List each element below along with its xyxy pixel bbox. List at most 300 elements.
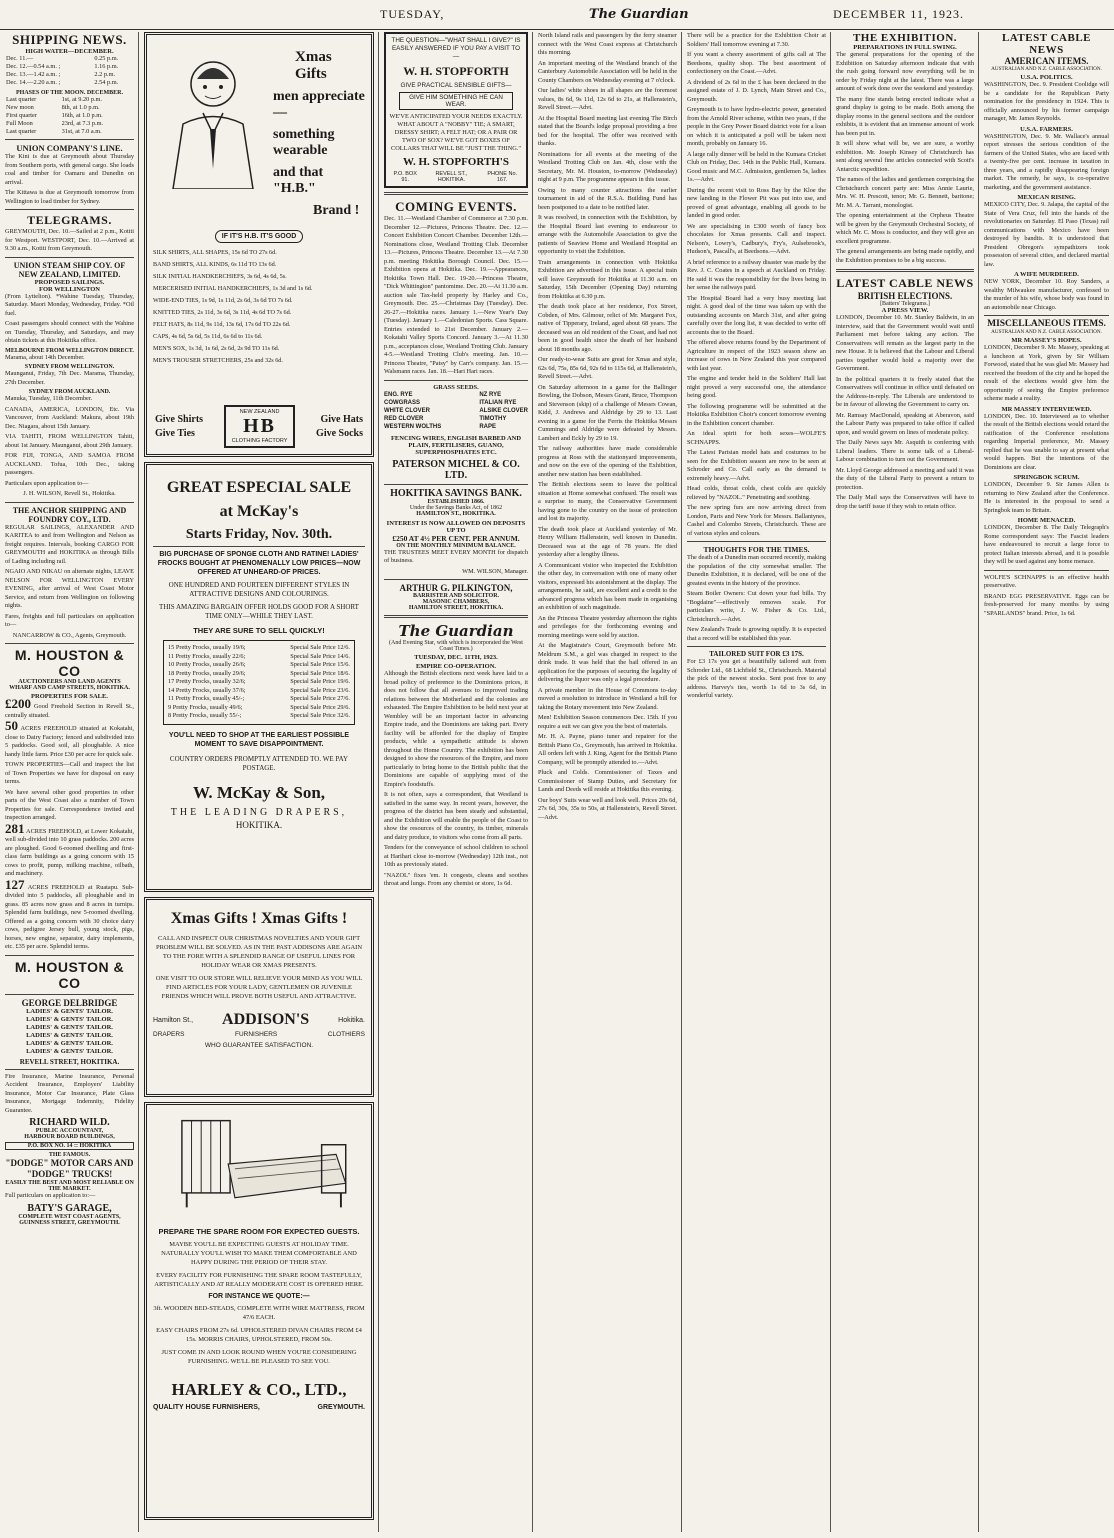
cable-paragraph: LONDON, Dec. 10. Interviewed as to whether the result of the British elections would retard the ratification of the Conference resolutions regarding Imperial preference, Mr. Massey replied that he was unable to say at present what would happen. But the intentions of the Dominions are clear. xyxy=(984,412,1109,471)
anchor-text3: Fares, freights and full particulars on application to— xyxy=(5,612,134,628)
list-item: LADIES' & GENTS' TAILOR. xyxy=(26,1007,113,1015)
sale-price: Special Sale Price 18/6. xyxy=(290,669,350,677)
wellington-text2: Coast passengers should connect with the Wahine on Tuesday, Thursday, and Saturdays, and may obtain tickets at this Hokitika office. xyxy=(5,320,134,344)
property-text: We have several other good properties in other parts of the West Coast also a number of Town Properties for sale. Correspondence invited and inspection arranged. xyxy=(5,788,134,821)
mckay-town: HOKITIKA. xyxy=(235,819,283,830)
guardian-title: The Guardian xyxy=(398,622,514,640)
anchor-text: REGULAR SAILINGS, ALEXANDER AND KARITEA to and from Wellington and Nelson as freight requires. Intervals, booking CARGO FOR GREYMOUTH and HOKITIKA as through Bills of Lading including rail. xyxy=(5,523,134,565)
bedstead-illustration xyxy=(153,1109,365,1219)
news-paragraph: Mr. H. A. Payne, piano tuner and repairer for the British Piano Co., Greymouth, has arrived in Hokitika. All orders left with J. King, Agent for the British Piano Company, will be promptly attended to.—Advt. xyxy=(538,733,677,766)
spare-instance: FOR INSTANCE WE QUOTE:— xyxy=(208,1293,310,1300)
moon-phase: First quarter xyxy=(6,112,37,119)
column-rule xyxy=(532,32,533,1532)
xmas2-title: Xmas Gifts ! Xmas Gifts ! xyxy=(170,910,348,927)
spare-chairs: EASY CHAIRS FROM 27s 6d. UPHOLSTERED DIVAN CHAIRS FROM £4 15s. MORRIS CHAIRS, UPHOLSTERED, FROM 50s. xyxy=(156,1327,362,1343)
fiji-text: FOR FIJI, TONGA, AND SAMOA FROM AUCKLAND. Tofua, 10th Dec., taking passengers. xyxy=(5,452,134,476)
baty-title: BATY'S GARAGE, xyxy=(27,1202,112,1214)
news-paragraph: The general preparations for the opening of the Exhibition on Saturday afternoon indicate that with the rush going forward now everything will be in order by Friday night at the latest. There was a large amount of work done over the weekend and yesterday. xyxy=(836,51,974,92)
news-paragraph: At the Magistrate's Court, Greymouth before Mr. Meldrum S.M., a girl was charged in respect to the drink trade. It was held that the bail offered in an application for the purposes of securing the legality of delivering the liquor was only a legal procedure. xyxy=(538,642,677,683)
table-row xyxy=(5,79,134,87)
cable-paragraph: Mr. Ramsay MacDonald, speaking at Aberavon, said the Labour Party was prepared to take office if called upon, and would govern on lines of moderate policy. xyxy=(836,411,974,436)
home-menaced: HOME MENACED. xyxy=(1017,517,1076,524)
table-row xyxy=(5,96,134,104)
wild-subtitle: PUBLIC ACCOUNTANT, xyxy=(35,1128,104,1134)
usual-price: 14 Pretty Frocks, usually 37/6; xyxy=(168,686,246,694)
bank-subtitle: Under the Savings Banks Act, of 1862 xyxy=(409,504,503,511)
sale-starts: Starts Friday, Nov. 30th. xyxy=(185,527,333,542)
sale-count: ONE HUNDRED AND FOURTEEN DIFFERENT STYLES IN ATTRACTIVE DESIGNS AND COLOURINGS. xyxy=(168,581,350,598)
bank-established: ESTABLISHED 1866. xyxy=(427,498,485,505)
property-text: ACRES FREEHOLD, at Lower Kokatahi, well sub-divided into 10 grass paddocks. 200 acres are ploughed. Good 6-roomed dwelling and first-class farm buildings as a going concern with 15 cows to profit, pump, milking machine, oilbath, and machinery. xyxy=(5,827,134,877)
tide-time: 0.25 p.m. xyxy=(94,55,119,62)
tailored-title: TAILORED SUIT FOR £3 17S. xyxy=(709,650,804,658)
sale-price: Special Sale Price 29/6. xyxy=(290,703,350,711)
spare-look: JUST COME IN AND LOOK ROUND WHEN YOU'RE CONSIDERING FURNISHING. WE'LL BE PLEASED TO SEE YOU. xyxy=(161,1349,357,1365)
cable-paragraph: WASHINGTON, Dec. 9. President Coolidge will be a candidate for the Republican Party nomination for the presidency in 1924. This is officially announced by his former campaign manager, Mr. James Reynolds. xyxy=(984,81,1109,122)
cable-paragraph: The Daily News says Mr. Asquith is conferring with Liberal leaders. There is some talk of a Liberal-Labour combination to turn out the Government. xyxy=(836,439,974,463)
sale-price: Special Sale Price 23/6. xyxy=(290,686,350,694)
agent-text: J. H. WILSON, Revell St., Hokitika. xyxy=(23,490,116,497)
news-paragraph: Owing to many counter attractions the earlier tournament in aid of the R.S.A. Building Fund has been postponed to a date to be notified later. xyxy=(538,186,677,211)
usual-price: 8 Pretty Frocks, usually 55/-; xyxy=(168,712,242,719)
bank-manager: WM. WILSON, Manager. xyxy=(462,567,528,575)
sale-at: at McKay's xyxy=(219,503,299,520)
table-row xyxy=(168,661,350,670)
hb-logo xyxy=(224,405,296,448)
cable-paragraph: LONDON, December 9. Sir James Allen is returning to New Zealand after the Conference. He is interested in the proposal to send a Springbok team to Britain. xyxy=(984,481,1109,514)
cable-paragraph: The Daily Mail says the Conservatives will have to drop the tariff issue if they wish to retain office. xyxy=(836,494,974,510)
fencing-text: FENCING WIRES, ENGLISH BARBED AND PLAIN, FERTILISERS, GUANO, SUPERPHOSPHATES ETC. xyxy=(390,434,522,456)
table-row xyxy=(168,678,350,687)
mckay-name: W. McKay & Son, xyxy=(192,782,326,802)
sale-price: Special Sale Price 32/6. xyxy=(290,712,350,719)
xmas2-text2: ONE VISIT TO OUR STORE WILL RELIEVE YOUR MIND AS YOU WILL FIND ARTICLES FOR YOUR LADY, GENTLEMEN OR JUVENILE FRIENDS WHICH WILL PROVE BOTH USEFUL AND ATTRACTIVE. xyxy=(155,975,363,1000)
exhibition-title: THE EXHIBITION. xyxy=(852,32,958,44)
houston-title-2: M. HOUSTON & CO xyxy=(14,958,125,991)
table-row xyxy=(5,55,134,63)
news-paragraph: The British elections seem to leave the political situation at Home somewhat confused. The result was a surprise to many, the Conservative Government having gone to the country on the issue of protection and lost its majority. xyxy=(538,481,677,522)
xmas2-text: CALL AND INSPECT OUR CHRISTMAS NOVELTIES AND YOUR GIFT PROBLEM WILL BE SOLVED. AS IN THE PAST ADDISONS ARE AGAIN TO THE FORE WITH A SPLENDID RANGE OF USEFUL LINES FOR HOLIDAY WEAR OR XMAS PRESENTS. xyxy=(155,935,363,969)
news-paragraph: We are specialising in £300 worth of fancy box chocolates for Xmas presents. Call and inspect. Nelson's, Lowry's, Cadbury's, Fry's, Aulsebrook's, Hudson's, Pascall's, at Beedsons.—Advt. xyxy=(687,222,826,255)
thoughts-title: THOUGHTS FOR THE TIMES. xyxy=(703,545,810,554)
sailings-heading: PROPOSED SAILINGS. xyxy=(34,278,105,286)
news-paragraph: The new spring furs are now arriving direct from London, Paris and New York for Messrs. Ballantynes, Cashel and Colombo Streets, Christchurch. These are of various styles and colours. xyxy=(687,504,826,537)
american-items: AMERICAN ITEMS. xyxy=(1004,56,1089,66)
table-row xyxy=(168,653,350,662)
cable-news-title: LATEST CABLE NEWS xyxy=(836,276,974,290)
masthead-paper-title: The Guardian xyxy=(588,7,689,22)
column-rule xyxy=(138,32,139,1532)
houston-subtitle: AUCTIONEERS AND LAND AGENTS xyxy=(18,679,121,685)
news-paragraph: The death took place at Auckland yesterday of Mr. Henry William Hallenstein, well known in Dunedin. Deceased was at the age of 78 years. He died yesterday after a lengthy illness. xyxy=(538,525,677,558)
property-text: ACRES FREEHOLD situated at Kokatahi, close to Dairy Factory; fenced and subdivided into 5 paddocks. Good soil, all ploughable. A nice handy little farm. Price £30 per acre for quick sale. xyxy=(5,725,134,758)
table-row xyxy=(5,71,134,79)
news-paragraph: The engine and tender held in the Soldiers' Hall last night proved a very successful one, the attendance being good. xyxy=(687,375,826,399)
delbridge-address: REVELL STREET, HOKITIKA. xyxy=(19,1057,120,1066)
and-that: and that "H.B." xyxy=(273,165,324,196)
property-price: 50 xyxy=(5,718,18,733)
cable-paragraph: LONDON, December 8. The Daily Telegraph's Rome correspondent says: The Fascist leaders have endeavoured to recruit a large force to protect Italian interests abroad, and it is possible they will be used against any home menace. xyxy=(984,524,1109,565)
stopforth-give: GIVE PRACTICAL SENSIBLE GIFTS— xyxy=(400,82,512,89)
news-paragraph: The death took place at her residence, Fox Street, Cobden, of Mrs. Gilmour, relict of Mr. Margaret Fox, native of Tipperary, Ireland, aged about 68 years. The deceased was an old resident of the Coast, and had not been in good health since the death of her husband about 18 months ago. xyxy=(538,303,677,353)
cable-news-subtitle: BRITISH ELECTIONS. xyxy=(857,291,953,301)
mckay-subtitle: THE LEADING DRAPERS, xyxy=(170,806,348,818)
news-paragraph: On Saturday afternoon in a game for the Ballinger Bowling, the Dobson, Messrs Grant, Bruce, Thompson and Stevenson (skip) of a challenge of Messrs Cowan, Kidd, J. Andrews and Aldridge by 29 to 13. Last evening in a game for the Ferris the Hokitika Messrs Cummings and Aldridge were defeated by Messrs. Lambert and Eckly by 29 to 19. xyxy=(538,383,677,442)
list-item: LADIES' & GENTS' TAILOR. xyxy=(26,1031,113,1039)
masthead xyxy=(0,0,1114,30)
delbridge-title: GEORGE DELBRIDGE xyxy=(21,997,118,1008)
dodge-title: "DODGE" MOTOR CARS AND "DODGE" TRUCKS! xyxy=(5,1158,134,1179)
dodge-particulars: Full particulars on application to:— xyxy=(5,1192,96,1199)
news-paragraph: The Latest Parisian model hats and costumes to be seen for the Exhibition season are now to be seen at Schroder and Co. Call early as the demand is extremely heavy.—Advt. xyxy=(687,449,826,482)
misc-items-title: MISCELLANEOUS ITEMS. xyxy=(987,319,1106,329)
news-paragraph: Our ready-to-wear Suits are great for Xmas and style, 62s 6d, 75s, 85s 6d, 92s 6d to 115s 6d, at Hallenstein's, Revell Street.—Advt. xyxy=(538,356,677,380)
list-item: MEN'S TROUSER STRETCHERS, 25s and 32s 6d. xyxy=(153,357,283,364)
addison-drapers: DRAPERS xyxy=(153,1031,185,1038)
baty-subtitle: COMPLETE WEST COAST AGENTS, xyxy=(18,1213,121,1220)
news-paragraph: Men! Exhibition Season commences Dec. 15th. If you require a suit we can give you the best of materials. xyxy=(538,714,677,730)
spare-title: PREPARE THE SPARE ROOM FOR EXPECTED GUESTS. xyxy=(158,1227,360,1236)
cable-paragraph: In the political quarters it is freely stated that the Conservatives will continue in office until defeated on the Address-in-reply. The Liberals are understood to be in favour of allowing the Government to carry on. xyxy=(836,375,974,408)
stopforth-give2: GIVE HIM SOMETHING HE CAN WEAR. xyxy=(399,92,513,110)
wild-address: HARBOUR BOARD BUILDINGS, xyxy=(24,1134,115,1140)
anchor-title: THE ANCHOR SHIPPING AND FOUNDRY COY., LTD. xyxy=(12,505,127,524)
news-paragraph: Nominations for all events at the meeting of the Westland Trotting Club on Jan. 4th, close with the Secretary, Mr. M. Houston, to-morrow (Wednesday) night at 9 p.m. The programme appears in this issue. xyxy=(538,150,677,183)
exhibition-subtitle: PREPARATIONS IN FULL SWING. xyxy=(853,44,957,51)
empire-text2: It is not often, says a correspondent, that Westland is satisfied in the same way. In recent years, however, the progress of the district has been steady and substantial, and the Exhibition will enable the people of the Coast to show the resources of the country, its timber, minerals and dairy produce, to visitors who come from all parts. xyxy=(384,791,528,841)
union-title: UNION COMPANY'S LINE. xyxy=(16,143,123,153)
empire-title: EMPIRE CO-OPERATION. xyxy=(415,663,497,670)
column-events xyxy=(381,32,531,1536)
sale-sure: THEY ARE SURE TO SELL QUICKLY! xyxy=(193,626,325,635)
tide-time: 2.2 p.m. xyxy=(94,71,116,78)
cable-paragraph: Mr. Lloyd George addressed a meeting and said it was the duty of the Liberal Party to prevent a return to protection. xyxy=(836,466,974,491)
table-row xyxy=(168,644,350,653)
news-paragraph: Pluck and Colds. Commissioner of Taxes and Commissioner of Stamp Duties, and Secretary for Lands and Deeds will reside at Hokitika this evening. xyxy=(538,769,677,793)
hb-brand-ad xyxy=(144,32,374,457)
us-farmers: U.S.A. FARMERS. xyxy=(1020,125,1073,133)
news-paragraph: Greymouth is to have hydro-electric power, generated from the Arnold River scheme, within two years, if the people in the Grey Power Board district vote for a loan on which it is anticipated a poll will be taken next month, probably on January 16. xyxy=(687,106,826,147)
property-price: 281 xyxy=(5,820,25,836)
usual-price: 17 Pretty Frocks, usually 32/6; xyxy=(168,678,246,685)
addison-town: Hokitika. xyxy=(338,1016,365,1024)
hb-price-list xyxy=(153,247,365,367)
masthead-date: DECEMBER 11, 1923. xyxy=(833,7,964,21)
sale-price: Special Sale Price 15/6. xyxy=(290,661,350,668)
tide-day: Dec. 11.— xyxy=(6,55,34,62)
table-row xyxy=(168,712,350,721)
sale-price: Special Sale Price 19/6. xyxy=(290,678,350,685)
guardian-subtitle: (And Evening Star, with which is incorporated the West Coast Times.) xyxy=(389,640,523,652)
stopforth-question: THE QUESTION—"WHAT SHALL I GIVE?" IS EASILY ANSWERED IF YOU PAY A VISIT TO— xyxy=(391,37,521,60)
news-paragraph: During the recent visit to Ross Bay by the Kloe the new landing in the Flower Pit was put into use, and proved of great advantage, enabling all goods to be landed in good order. xyxy=(687,186,826,219)
property-price: 127 xyxy=(5,876,25,892)
news-paragraph: North Island rails and passengers by the ferry steamer connect with the West Coast express at Christchurch this morning. xyxy=(538,32,677,56)
stopforth-ad xyxy=(384,32,528,188)
addison-furnishers: FURNISHERS xyxy=(234,1031,278,1038)
melbourne-heading: MELBOURNE FROM WELLINGTON DIRECT. xyxy=(5,347,134,354)
list-item: KNITTED TIES, 2s 11d, 3s 6d, 3s 11d, 4s 6d TO 7s 6d. xyxy=(153,309,292,316)
coming-events-title: COMING EVENTS. xyxy=(395,199,517,214)
table-row xyxy=(168,695,350,704)
baty-address: GUINNESS STREET, GREYMOUTH. xyxy=(19,1219,120,1226)
property-text: TOWN PROPERTIES—Call and inspect the list of Town Properties we have for disposal on easy terms. xyxy=(5,761,134,785)
stopforth-phone: PHONE No. 167. xyxy=(487,171,518,183)
sydney-auckland-heading: SYDNEY FROM AUCKLAND. xyxy=(28,389,111,395)
spare-text2: EVERY FACILITY FOR FURNISHING THE SPARE ROOM TASTEFULLY, ARTISTICALLY AND AT REALLY MODERATE COST IS OFFERED HERE. xyxy=(154,1272,364,1288)
tide-time: 1.16 p.m. xyxy=(94,63,119,70)
bank-interest: INTEREST IS NOW ALLOWED ON DEPOSITS UP TO xyxy=(386,519,526,534)
bank-title: HOKITIKA SAVINGS BANK. xyxy=(390,487,522,499)
list-item: WIDE-END TIES, 1s 9d, 1s 11d, 2s 6d, 3s 6d TO 7s 6d. xyxy=(153,297,293,304)
moon-table xyxy=(5,96,134,136)
news-paragraph: New Zealand's Trade is growing rapidly. It is expected that a record will be established this year. xyxy=(687,626,826,642)
column-exhibition xyxy=(833,32,977,1536)
table-row xyxy=(168,670,350,679)
coming-events-text: Dec. 11.—Westland Chamber of Commerce at 7.30 p.m. December 12.—Pictures, Princess Theatre. Dec. 12.—Concert Exhibition Concert Chamber. December 12th.—Nominations close, Westland Trotting Club. December 13.—Pictures, Princess Theatre. December 13.—At 7.30 p.m. meeting Hokitika Borough Council. Dec. 15.—Exhibition opens at Hokitika. Dec. 19.—Appearances, Hokitika Town Hall. Dec. 19-20.—Princess Theatre, "Dick Whittington" pantomime. Dec. 20.—At 11.30 a.m. auction sale Tax-held property by Harley and Co., Greymouth. Dec. 25.—Christmas Day (Tuesday). Dec. 26-27.—Hokitika races. January 1.—New Year's Day (Tuesday). January 1.—Caledonian Sports. Cass Square. Entries extended to 21st December. January 2.—Kokatahi Valley Sports Concord. January 3.—At 11.30 p.m., acceptances close, Westland Trotting Club. January 4-5.—Westland Trotting Club's meeting. Jan. 10.—Princess Theatre, "Patsy" by Carr's company. Jan. 15.—Walsmann races. Jan. 18.—Hari Hari races. xyxy=(384,215,529,375)
massey-hopes: MR MASSEY'S HOPES. xyxy=(1011,337,1082,344)
particulars-text: Particulars upon application to— xyxy=(5,479,89,487)
brand-egg-text: BRAND EGG PRESERVATIVE. Eggs can be fresh-preserved for many months by using "SPARLANDS" brand. Price, 1s 6d. xyxy=(984,592,1109,617)
news-paragraph: If you want a cheery assortment of gifts call at The Beedsons, quality shop. The best assortment of confectionery on the Coast.—Advt. xyxy=(687,51,826,75)
bank-address: HAMILTON ST., HOKITIKA. xyxy=(416,510,496,517)
wellington-text: (From Lyttelton). *Wahine Tuesday, Thursday, Saturday. Maori Monday, Wednesday, Friday. *Oil fuel. xyxy=(5,292,134,317)
harley-town: GREYMOUTH. xyxy=(317,1404,365,1411)
harley-name: HARLEY & CO., LTD., xyxy=(171,1380,347,1399)
list-item: CAPS, 4s 6d, 5s 6d, 5s 11d, 6s 6d to 11s 6d. xyxy=(153,333,263,340)
addison-street: Hamilton St., xyxy=(153,1016,194,1024)
anchor-agent: NANCARROW & CO., Agents, Greymouth. xyxy=(12,631,127,639)
column-rule xyxy=(830,32,831,1532)
sydney-wellington-text: Maunganui, Friday, 7th Dec. Marama, Thursday, 27th December. xyxy=(5,370,134,386)
delbridge-list xyxy=(5,1008,134,1056)
cable-paragraph: LONDON, December 9. Mr. Massey, speaking at a luncheon at York, given by Sir William Forwood, stated that he was glad Mr. Massey had received the freedom of the city and he hoped the result of the elections would give him the opportunity of seeing the Empire preference scheme made a reality. xyxy=(984,344,1109,402)
spare-text: MAYBE YOU'LL BE EXPECTING GUESTS AT HOLIDAY TIME. NATURALLY YOU'LL WISH TO MAKE THEM COMFORTABLE AND HAPPY DURING THE PERIOD OF THEIR STAY. xyxy=(161,1241,357,1266)
table-row xyxy=(168,704,350,713)
list-item: LADIES' & GENTS' TAILOR. xyxy=(26,1023,113,1031)
news-paragraph: An important meeting of the Westland branch of the Canterbury Automobile Association will be held in the County Chambers on Wednesday evening at 7 o'clock. xyxy=(538,59,677,84)
sale-short: THIS AMAZING BARGAIN OFFER HOLDS GOOD FOR A SHORT TIME ONLY—WHILE THEY LAST. xyxy=(159,603,359,620)
sale-price: Special Sale Price 14/6. xyxy=(290,652,350,660)
tide-heading: HIGH WATER—DECEMBER. xyxy=(25,48,114,55)
column-rule xyxy=(681,32,682,1532)
cable-paragraph: NEW YORK, December 10. Roy Sanders, a wealthy Milwaukee manufacturer, confessed to the murder of his wife, whose body was found in an automobile near Chicago. xyxy=(984,278,1109,311)
wild-box: P.O. BOX NO. 14 :: HOKITIKA xyxy=(5,1142,134,1150)
stopforth-anticipated: WE'VE ANTICIPATED YOUR NEEDS EXACTLY. WHAT ABOUT A "NOBBY" TIE; A SMART, DRESSY SHIRT; A FELT HAT; OR A PAIR OR TWO OF SOX? WE'VE GOT BOXES OF COLLARS THAT WILL BE "JUST THE THING." xyxy=(389,113,523,152)
list-item: MEN'S SOX, 1s 3d, 1s 6d, 2s 6d, 2s 9d TO 11s 6d. xyxy=(153,345,280,352)
tide-day: Dec. 13.—1.42 a.m. ; xyxy=(6,71,61,78)
sale-price-table xyxy=(163,640,355,725)
column-local-news-2 xyxy=(684,32,829,1536)
thoughts-text: The death of a Dunedin man occurred recently, making the population of the city somewhat smaller. The Dunedin Exhibition, it is declared, will be one of the greatest events in the history of the province. xyxy=(687,554,826,587)
column-advertisements xyxy=(141,32,377,1536)
cable-press: A PRESS VIEW. xyxy=(881,307,929,314)
sale-price: Special Sale Price 12/6. xyxy=(290,644,350,651)
dodge-famous: THE FAMOUS. xyxy=(48,1152,91,1158)
list-item: BAND SHIRTS, ALL KINDS, 6s 11d TO 13s 6d. xyxy=(153,261,277,268)
spare-beds: 3ft. WOODEN BED-STEADS, COMPLETE WITH WIRE MATTRESS, FROM 47/6 EACH. xyxy=(153,1305,365,1321)
news-paragraph: The many fine stands being erected indicate what a grand display is going to be made. Both among the display rooms in the general sections and the outdoor exhibits, it is evident that an immense amount of work has been put in. xyxy=(836,95,974,137)
harley-ad xyxy=(144,1102,374,1520)
its-good-badge: IF IT'S H.B. IT'S GOOD xyxy=(215,230,304,243)
mexican-rising: MEXICAN RISING. xyxy=(1017,194,1076,201)
hb-logo-nz: NEW ZEALAND xyxy=(239,409,280,415)
masthead-day: TUESDAY, xyxy=(380,7,445,21)
usual-price: 11 Pretty Frocks, usually 45/-; xyxy=(168,695,245,702)
moon-phase: New moon xyxy=(6,104,34,111)
news-paragraph: Our boys' Suits wear well and look well. Prices 20s 6d, 27s 6d, 30s, 35s to 50s, at Hallenstein's, Revell Street.—Advt. xyxy=(538,796,677,821)
properties-heading: PROPERTIES FOR SALE. xyxy=(31,693,108,700)
column-latest-cable xyxy=(981,32,1112,1536)
news-paragraph: At the Hospital Board meeting last evening The Birch stated that the Board's lodge proposal providing a free bed for the hospital. The offer was received with thanks. xyxy=(538,114,677,147)
column-rule xyxy=(378,32,379,1532)
moon-heading: PHASES OF THE MOON. DECEMBER. xyxy=(15,90,123,96)
give-socks: Give Socks xyxy=(316,427,363,439)
houston-title: M. HOUSTON & CO xyxy=(14,647,125,679)
xmas-gifts-heading: Xmas Gifts xyxy=(295,49,332,82)
insurance-text: Fire Insurance, Marine Insurance, Personal Accident Insurance, Employers' Liability Insurance, Motor Car Insurance, Plate Glass Insurance, Mortgage Indemnity, Fidelity Guarantee. xyxy=(5,1072,134,1114)
list-item: LADIES' & GENTS' TAILOR. xyxy=(26,1015,113,1023)
list-item: FELT HATS, 8s 11d, 9s 11d, 13s 6d, 17s 6d TO 22s 6d. xyxy=(153,321,291,328)
column-rule xyxy=(978,32,979,1532)
property-text: ACRES FREEHOLD at Ruatapu. Sub-divided into 5 paddocks, all ploughable and in grass. 85 acres now grass and 8 acres in turnips. Splendid farm buildings, new 5-roomed dwelling. Offered as a going concern with 30 choice dairy cows, pedigree Jersey bull, young stock, pigs, horses, new engine, separator, dairy implements, etc. £35 per acre. Splendid terms. xyxy=(5,883,134,950)
moon-time: 1st, at 9.20 p.m. xyxy=(61,96,103,103)
give-ties: Give Ties xyxy=(155,427,195,439)
mckay-sale-ad xyxy=(144,462,374,892)
news-paragraph: The offered above returns found by the Department of Agriculture in respect of the 1923 season show an increase of cows in New Zealand this year compared with last year. xyxy=(687,339,826,372)
table-row xyxy=(5,128,134,136)
sale-title: GREAT ESPECIAL SALE xyxy=(166,479,352,496)
list-item: SILK SHIRTS, ALL SHAPES, 15s 6d TO 27s 6d. xyxy=(153,249,277,256)
tide-day: Dec. 14.—2.20 a.m. ; xyxy=(6,79,61,86)
sale-country: COUNTRY ORDERS PROMPTLY ATTENDED TO. WE PAY POSTAGE. xyxy=(169,754,349,772)
for-wellington-heading: FOR WELLINGTON xyxy=(39,285,100,293)
bank-rate: £250 AT 4½ PER CENT. PER ANNUM. xyxy=(392,533,520,543)
addison-clothiers: CLOTHIERS xyxy=(327,1031,365,1038)
springbok-scrum: SPRINGBOK SCRUM. xyxy=(1013,474,1080,481)
shipping-title: SHIPPING NEWS. xyxy=(12,32,127,47)
canada-text: CANADA, AMERICA, LONDON, Etc. Via Vancouver, from Auckland: Makura, about 19th Dec. Niagara, about 15th January. xyxy=(5,405,134,430)
give-shirts: Give Shirts xyxy=(155,413,204,425)
union-text2: The Kittawa is due at Greymouth tomorrow from Wellington to load timber for Sydney. xyxy=(5,189,134,205)
stopforth-street: REVELL ST., HOKITIKA. xyxy=(435,171,468,183)
property-text: Good Freehold Section in Revell St., centrally situated. xyxy=(5,703,134,719)
news-paragraph: A private member in the House of Commons to-day moved a resolution to introduce in Westland a bill for taking the Rotary movement into New Zealand. xyxy=(538,686,677,711)
pilkington-chambers: MASONIC CHAMBERS, xyxy=(422,599,490,605)
sydney-wellington-heading: SYDNEY FROM WELLINGTON. xyxy=(24,364,115,370)
news-paragraph: The Hospital Board had a very busy meeting last night. A good deal of the time was taken up with the outstanding accounts on March 31st, and after going carefully over the long list, it was decided to write off accounts due to the Board. xyxy=(687,294,826,336)
news-paragraph: The railway authorities have made considerable progress at Ross with the stationyard improvements, and now on the eve of the opening of the Exhibition, another new station has been established. xyxy=(538,445,677,478)
moon-time: 16th, at 1.0 p.m. xyxy=(61,112,103,119)
news-paragraph: It will show what will be, we are sure, a worthy exhibition. Mr. Joseph Kinsey of Christchurch has sent along several fine articles connected with Scott's Antarctic expedition. xyxy=(836,140,974,173)
hb-logo-letters: HB xyxy=(243,415,276,437)
stopforth-name: W. H. STOPFORTH xyxy=(403,64,509,78)
moon-phase: Last quarter xyxy=(6,96,37,103)
tahiti-text: VIA TAHITI, FROM WELLINGTON Tahiti, about 1st January. Maunganui, about 29th January. xyxy=(5,433,134,449)
tenders-text: Tenders for the conveyance of school children to school at Harihari close to-morrow (Wednesday) 12th inst., not 10th as previously stated. xyxy=(384,844,528,868)
moon-time: 8th, at 1.0 p.m. xyxy=(61,104,100,111)
moon-time: 31st, at 7.0 a.m. xyxy=(61,128,102,135)
stopforth-name-2: W. H. STOPFORTH'S xyxy=(403,156,509,168)
list-item: SILK INITIAL HANDKERCHIEFS, 3s 6d, 4s 6d, 5s. xyxy=(153,273,287,280)
anchor-text2: NGAIO AND NIKAU on alternate nights, LEAVE NELSON FOR WELLINGTON EVERY EVENING, after arrival of West Coast Motor Service, and return from Wellington on following nights. xyxy=(5,568,134,609)
men-appreciate: men appreciate— xyxy=(273,89,365,120)
union-text: The Kini is due at Greymouth about Thursday from Southern ports, with general cargo. She loads coal and timber for Oamaru and Dunedin on arrival. xyxy=(5,153,134,186)
tailored-text: For £3 17s you get a beautifully tailored suit from Schroder Ltd., 68 Lichfield St., Christchurch. Material the pick of the newest stocks. Sent post free to any address. Harvey's ties, worth 1s 6d to 3s 6d, in wonderful variety. xyxy=(687,658,826,699)
cable-paragraph: LONDON, December 10. Mr. Stanley Baldwin, in an interview, said that the Government would wait until Parliament met before taking any action. The Conservatives will remain as the largest party in the new House. It is believed that the Labour and Liberal parties together would hold a majority over the Government. xyxy=(836,314,974,372)
news-paragraph: A large rally dinner will be held in the Kumara Cricket Club on Friday, Dec. 14th in the Public Hall, Kumara. Good music and M.C. Admission, gentlemen 5s, ladies 1s.—Advt. xyxy=(687,150,826,183)
news-paragraph: The names of the ladies and gentlemen comprising the Christchurch concert party are: Miss Annie Laurie, Mrs. W. H. Prescott, tenor; Mr. G. Bennett, baritone; Mr. M. A. Tarrant, monologist. xyxy=(836,176,974,209)
wife-murdered: A WIFE MURDERED. xyxy=(1014,271,1079,278)
wild-title: RICHARD WILD. xyxy=(29,1117,110,1128)
cable-paragraph: WASHINGTON, Dec. 9. Mr. Wallace's annual report stresses the serious condition of the farmers of the United States, who are faced with a twenty-five per cent. increase in taxation in three years, and a rapidly disappearing foreign market. The remedy, he says, is co-operative marketing, and the government assistance. xyxy=(984,132,1109,191)
ussco-title: UNION STEAM SHIP COY. OF NEW ZEALAND, LIMITED. xyxy=(13,260,126,279)
usual-price: 15 Pretty Frocks, usually 19/6; xyxy=(168,644,246,651)
massey-interviewed: MR MASSEY INTERVIEWED. xyxy=(1001,405,1092,413)
pilkington-address: HAMILTON STREET, HOKITIKA. xyxy=(408,605,504,611)
news-paragraph: Our ladies' white shoes in all shapes are the foremost values, 8s 6d, 9s 11d, 12s 6d to 21s, at Hallenstein's, Revell Street.—Advt. xyxy=(538,87,677,111)
paterson-name: PATERSON MICHEL & CO. LTD. xyxy=(392,458,520,481)
latest-cable-title: LATEST CABLE NEWS xyxy=(1001,32,1092,56)
column-local-news xyxy=(535,32,680,1536)
sydney-auckland-text: Manuka, Tuesday, 11th December. xyxy=(5,395,93,402)
sale-shop: YOU'LL NEED TO SHOP AT THE EARLIEST POSSIBLE MOMENT TO SAVE DISAPPOINTMENT. xyxy=(168,731,350,748)
list-item: LADIES' & GENTS' TAILOR. xyxy=(26,1047,113,1055)
houston-address: WHARF AND CAMP STREETS, HOKITIKA. xyxy=(9,685,130,691)
news-paragraph: A brief reference to a railway disaster was made by the Rev. J. C. Coates in a speech at Auckland on Friday. He said it was the responsibility for the lives being in her sense the railways paid. xyxy=(687,258,826,291)
news-paragraph: A Communicant visitor who inspected the Exhibition the other day, in conversation with one of many other visitors, expressed his astonishment at the display. The arrangements, he said, are excellent and a credit to the advanced progress which has been made in organising an exhibition of such magnitude. xyxy=(538,561,677,611)
something-wearable: something wearable xyxy=(273,127,335,158)
grass-seeds-left: ENG. RYE COWGRASS WHITE CLOVER RED CLOVER WESTERN WOLTHS xyxy=(384,391,442,430)
sale-price: Special Sale Price 27/6. xyxy=(290,695,350,702)
cable-paragraph: MEXICO CITY, Dec. 9. Jalapa, the capital of the State of Vera Cruz, fell into the hands of the revolutionaries on Saturday. El Paso (Texas) rail communications with Mexico have been destroyed by bandits. It is understood that President Obregon's sympathizers took possession of several cities, and declared martial law. xyxy=(984,201,1109,268)
news-paragraph: There will be a practice for the Exhibition Choir at Soldiers' Hall tomorrow evening at 7.30. xyxy=(687,32,826,48)
table-row xyxy=(5,112,134,120)
nazol-text: "NAZOL" fixes 'em. It congests, cleans and soothes throat and lungs. From any chemist or store, 1s 6d. xyxy=(384,871,528,887)
usual-price: 9 Pretty Frocks, usually 49/6; xyxy=(168,703,243,711)
column-shipping xyxy=(2,32,137,1536)
usual-price: 10 Pretty Frocks, usually 26/6; xyxy=(168,661,246,668)
empire-text: Although the British elections next week have laid to a broad policy of preference to the Dominions prices, it does not follow that all avenues to improved trading relations between the Motherland and the colonies are exhausted. The Empire Exhibition to be held next year at Wembley will be an important factor in advancing Empire trade, and the Dominions are taking part. Every facility will be afforded for the display of Empire products, while a sympathetic attitude is shown throughout the Home Country. The exhibition has been designed to show the resources of the Empire, and more particularly to bring home to the British public that the Dominions are capable of supplying most of the Empire's foodstuffs. xyxy=(384,670,528,788)
table-row xyxy=(5,120,134,128)
pilkington-name: ARTHUR G. PILKINGTON, xyxy=(399,583,513,593)
telegrams-title: TELEGRAMS. xyxy=(27,213,112,227)
hb-logo-factory: CLOTHING FACTORY xyxy=(231,438,288,444)
melbourne-text: Marama, about 14th December. xyxy=(5,353,85,361)
addison-name: ADDISON'S xyxy=(222,1011,310,1028)
news-paragraph: The following programme will be submitted at the Hokitika Exhibition Choir's concert tomorrow evening in the Exhibition concert chamber. xyxy=(687,402,826,427)
grass-seeds-right: NZ RYE ITALIAN RYE ALSIKE CLOVER TIMOTHY RAPE xyxy=(479,391,528,430)
tide-time: 2.54 p.m. xyxy=(94,79,119,86)
news-paragraph: The opening entertainment at the Orpheus Theatre will be given by the Greymouth Orchestral Society, of which Mr. C. Moss is conductor, and they will give an excellent programme. xyxy=(836,212,974,245)
pilkington-subtitle: BARRISTER AND SOLICITOR. xyxy=(412,593,500,599)
news-paragraph: An ideal spirit for both sexes—WOLFE'S SCHNAPPS. xyxy=(687,430,826,446)
news-paragraph: It was resolved, in connection with the Exhibition, by the Hospital Board last evening to endeavour to arrange with the Automobile Association to give the patients of Seaview Home and Westland Hospital an opportunity to visit the Exhibition. xyxy=(538,214,677,255)
give-hats: Give Hats xyxy=(320,413,363,425)
table-row xyxy=(5,63,134,71)
addison-ad xyxy=(144,897,374,1097)
misc-association: AUSTRALIAN AND N.Z. CABLE ASSOCIATION. xyxy=(991,329,1102,335)
news-paragraph: Steam Boiler Owners: Cut down your fuel bills. Try "Bogdaine"—effectively removes scale. For particulars write, J. W. Fisher & Co. Ltd., Christchurch.—Advt. xyxy=(687,590,826,623)
tide-table xyxy=(5,55,134,87)
bank-balance: ON THE MONTHLY MINIMUM BALANCE. xyxy=(396,542,516,549)
moon-time: 23rd, at 7.3 p.m. xyxy=(61,120,104,127)
usual-price: 18 Pretty Frocks, usually 29/6; xyxy=(168,669,246,677)
schnapps-text: WOLFE'S SCHNAPPS is an effective health preservative. xyxy=(984,573,1109,589)
grass-seeds-title: GRASS SEEDS. xyxy=(433,383,479,391)
list-item: LADIES' & GENTS' TAILOR. xyxy=(26,1039,113,1047)
bank-trustees: THE TRUSTEES MEET EVERY MONTH for dispatch of business. xyxy=(384,548,528,564)
